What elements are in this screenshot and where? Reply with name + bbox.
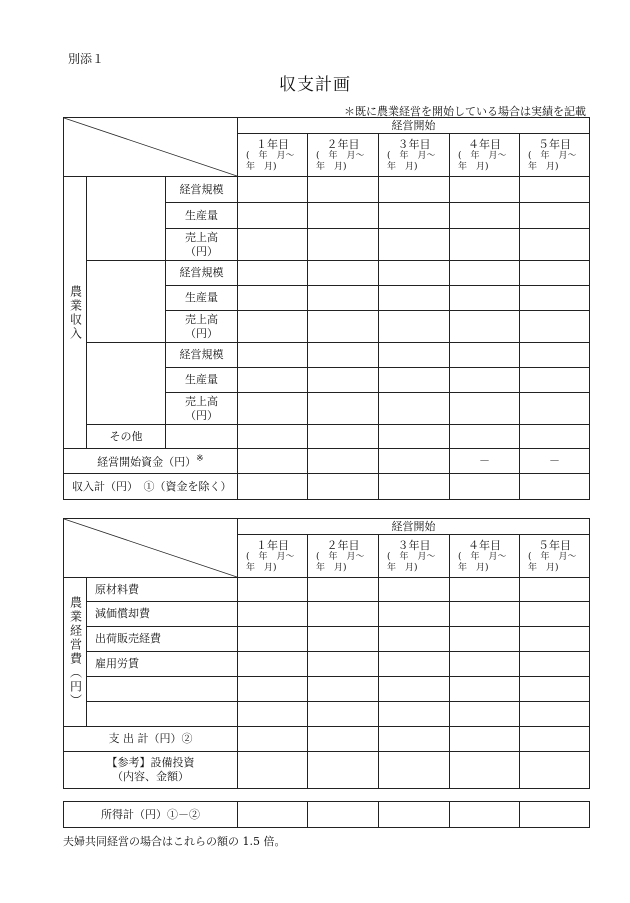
header-corner — [64, 519, 238, 578]
year-header: ３年目 ( 年 月～ 年 月) — [379, 134, 450, 177]
input-cell[interactable] — [308, 229, 379, 261]
input-cell[interactable] — [520, 261, 590, 286]
input-cell[interactable] — [308, 343, 379, 368]
year-header: ２年目 ( 年 月～ 年 月) — [308, 535, 379, 578]
input-cell[interactable] — [379, 727, 450, 752]
expense-item-blank[interactable] — [87, 702, 238, 727]
input-cell[interactable] — [520, 602, 590, 627]
input-cell[interactable] — [238, 343, 308, 368]
input-cell[interactable] — [520, 677, 590, 702]
input-cell[interactable] — [520, 286, 590, 311]
input-cell[interactable] — [308, 627, 379, 652]
input-cell[interactable] — [308, 652, 379, 677]
expense-item: 雇用労賃 — [87, 652, 238, 677]
expense-total-label: 支 出 計（円）② — [64, 727, 238, 752]
input-cell[interactable] — [379, 702, 450, 727]
input-cell[interactable] — [450, 343, 520, 368]
sales-label: 売上高 （円） — [166, 229, 238, 261]
income-side-label: 農業収入 — [64, 177, 87, 449]
expense-table — [63, 518, 590, 789]
input-cell[interactable] — [308, 474, 379, 500]
input-cell[interactable] — [238, 177, 308, 203]
page-title: 収支計画 — [279, 75, 351, 95]
input-cell[interactable] — [450, 177, 520, 203]
input-cell[interactable] — [520, 425, 590, 449]
input-cell[interactable] — [308, 802, 379, 828]
input-cell[interactable] — [238, 578, 308, 602]
input-cell[interactable] — [450, 311, 520, 343]
production-label: 生産量 — [166, 203, 238, 229]
header-corner — [64, 118, 238, 177]
production-label: 生産量 — [166, 286, 238, 311]
input-cell[interactable] — [450, 652, 520, 677]
input-cell[interactable] — [379, 286, 450, 311]
input-cell[interactable] — [238, 368, 308, 393]
input-cell[interactable] — [379, 261, 450, 286]
input-cell[interactable] — [450, 286, 520, 311]
input-cell[interactable] — [238, 602, 308, 627]
input-cell[interactable] — [450, 393, 520, 425]
year-header: ４年目 ( 年 月～ 年 月) — [450, 535, 520, 578]
input-cell[interactable] — [238, 727, 308, 752]
input-cell[interactable] — [450, 474, 520, 500]
other-income-label: その他 — [87, 425, 166, 449]
other-income-detail[interactable] — [166, 425, 238, 449]
expense-item-blank[interactable] — [87, 677, 238, 702]
expense-item: 出荷販売経費 — [87, 627, 238, 652]
net-income-label: 所得計（円）①－② — [64, 802, 238, 828]
dash-cell: － — [450, 449, 520, 474]
actuals-note: ＊既に農業経営を開始している場合は実績を記載 — [344, 105, 586, 118]
startup-funds-label: 経営開始資金（円）※ — [64, 449, 238, 474]
expense-side-label: 農業経営費（円） — [64, 578, 87, 727]
input-cell[interactable] — [238, 627, 308, 652]
input-cell[interactable] — [520, 368, 590, 393]
dash-cell: － — [520, 449, 590, 474]
year-header: １年目 ( 年 月～ 年 月) — [238, 535, 308, 578]
input-cell[interactable] — [379, 343, 450, 368]
startup-group-header: 経営開始 — [238, 118, 590, 134]
input-cell[interactable] — [238, 449, 308, 474]
sales-label: 売上高 （円） — [166, 393, 238, 425]
input-cell[interactable] — [238, 393, 308, 425]
capex-reference-label: 【参考】設備投資 （内容、金額） — [64, 752, 238, 789]
crop-name-cell[interactable] — [87, 261, 166, 343]
input-cell[interactable] — [520, 727, 590, 752]
income-total-label: 収入計（円） ①（資金を除く） — [64, 474, 238, 500]
input-cell[interactable] — [450, 702, 520, 727]
year-header: １年目 ( 年 月～ 年 月) — [238, 134, 308, 177]
year-header: ５年目 ( 年 月～ 年 月) — [520, 535, 590, 578]
input-cell[interactable] — [238, 425, 308, 449]
input-cell[interactable] — [379, 652, 450, 677]
input-cell[interactable] — [379, 474, 450, 500]
input-cell[interactable] — [520, 652, 590, 677]
input-cell[interactable] — [520, 702, 590, 727]
year-header: ５年目 ( 年 月～ 年 月) — [520, 134, 590, 177]
input-cell[interactable] — [379, 425, 450, 449]
scale-label: 経営規模 — [166, 261, 238, 286]
year-header: ２年目 ( 年 月～ 年 月) — [308, 134, 379, 177]
startup-group-header: 経営開始 — [238, 519, 590, 535]
input-cell[interactable] — [450, 752, 520, 789]
input-cell[interactable] — [379, 677, 450, 702]
input-cell[interactable] — [450, 727, 520, 752]
crop-name-cell[interactable] — [87, 177, 166, 261]
input-cell[interactable] — [379, 752, 450, 789]
input-cell[interactable] — [450, 627, 520, 652]
input-cell[interactable] — [379, 203, 450, 229]
input-cell[interactable] — [238, 802, 308, 828]
input-cell[interactable] — [238, 311, 308, 343]
input-cell[interactable] — [450, 368, 520, 393]
input-cell[interactable] — [450, 802, 520, 828]
scale-label: 経営規模 — [166, 177, 238, 203]
input-cell[interactable] — [379, 602, 450, 627]
input-cell[interactable] — [308, 449, 379, 474]
input-cell[interactable] — [379, 311, 450, 343]
asterisk-mark: ※ — [196, 452, 204, 464]
input-cell[interactable] — [308, 286, 379, 311]
sales-label: 売上高 （円） — [166, 311, 238, 343]
year-header: ３年目 ( 年 月～ 年 月) — [379, 535, 450, 578]
input-cell[interactable] — [238, 261, 308, 286]
annex-label: 別添１ — [68, 52, 105, 66]
input-cell[interactable] — [450, 229, 520, 261]
production-label: 生産量 — [166, 368, 238, 393]
input-cell[interactable] — [520, 627, 590, 652]
input-cell[interactable] — [308, 727, 379, 752]
input-cell[interactable] — [238, 677, 308, 702]
expense-item: 原材料費 — [87, 578, 238, 602]
expense-item: 減価償却費 — [87, 602, 238, 627]
input-cell[interactable] — [238, 752, 308, 789]
input-cell[interactable] — [379, 449, 450, 474]
input-cell[interactable] — [238, 203, 308, 229]
input-cell[interactable] — [308, 311, 379, 343]
input-cell[interactable] — [520, 343, 590, 368]
input-cell[interactable] — [450, 203, 520, 229]
input-cell[interactable] — [379, 229, 450, 261]
input-cell[interactable] — [450, 602, 520, 627]
input-cell[interactable] — [520, 474, 590, 500]
input-cell[interactable] — [520, 229, 590, 261]
input-cell[interactable] — [308, 425, 379, 449]
input-cell[interactable] — [308, 602, 379, 627]
input-cell[interactable] — [308, 393, 379, 425]
input-cell[interactable] — [238, 702, 308, 727]
input-cell[interactable] — [450, 677, 520, 702]
input-cell[interactable] — [238, 652, 308, 677]
input-cell[interactable] — [308, 203, 379, 229]
input-cell[interactable] — [379, 393, 450, 425]
input-cell[interactable] — [379, 627, 450, 652]
scale-label: 経営規模 — [166, 343, 238, 368]
input-cell[interactable] — [520, 393, 590, 425]
input-cell[interactable] — [238, 286, 308, 311]
input-cell[interactable] — [379, 802, 450, 828]
input-cell[interactable] — [238, 229, 308, 261]
crop-name-cell[interactable] — [87, 343, 166, 425]
input-cell[interactable] — [520, 177, 590, 203]
year-header: ４年目 ( 年 月～ 年 月) — [450, 134, 520, 177]
input-cell[interactable] — [308, 752, 379, 789]
input-cell[interactable] — [238, 474, 308, 500]
input-cell[interactable] — [450, 261, 520, 286]
couple-footnote: 夫婦共同経営の場合はこれらの額の 1.5 倍。 — [63, 835, 286, 848]
input-cell[interactable] — [450, 425, 520, 449]
net-income-table — [63, 801, 590, 828]
input-cell[interactable] — [520, 578, 590, 602]
input-cell[interactable] — [308, 702, 379, 727]
input-cell[interactable] — [520, 802, 590, 828]
input-cell[interactable] — [379, 578, 450, 602]
input-cell[interactable] — [520, 752, 590, 789]
input-cell[interactable] — [520, 203, 590, 229]
input-cell[interactable] — [308, 177, 379, 203]
input-cell[interactable] — [450, 578, 520, 602]
input-cell[interactable] — [308, 261, 379, 286]
input-cell[interactable] — [308, 578, 379, 602]
income-table — [63, 117, 590, 500]
input-cell[interactable] — [520, 311, 590, 343]
input-cell[interactable] — [379, 177, 450, 203]
input-cell[interactable] — [308, 677, 379, 702]
input-cell[interactable] — [308, 368, 379, 393]
input-cell[interactable] — [379, 368, 450, 393]
